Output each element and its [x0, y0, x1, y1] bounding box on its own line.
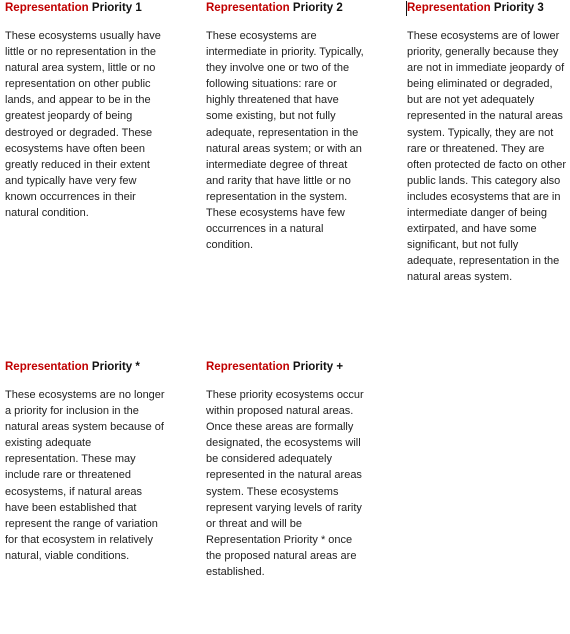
priority-plus-description: These priority ecosystems occur within proposed natural areas. Once these areas are formally designated, the ecosystems will be considered adequately represented in the natural areas system. These ecosystems represent varying levels of rarity or threat and will be Representation Priority * once the proposed natural areas are established. [206, 389, 364, 579]
priority-3-section [407, 0, 569, 286]
priority-star-section [5, 359, 167, 564]
priority-label: Priority * [91, 361, 140, 373]
priority-1-description: These ecosystems usually have little or no representation in the natural area system, little or no representation on other public lands, and appear to be in the greatest jeopardy of being destroyed or degraded. These ecosystems have often been greatly reduced in their extent and typically have very few known occurrences in their natural condition. [5, 30, 161, 220]
priority-label: Priority 3 [493, 2, 544, 14]
priority-label: Priority 1 [91, 2, 142, 14]
representation-label: Representation [5, 2, 89, 14]
priority-plus-heading [206, 359, 368, 375]
priority-star-description: These ecosystems are no longer a priority for inclusion in the natural areas system because of existing adequate representation. These may include rare or threatened ecosystems, if natural areas have been established that represent the range of variation for that ecosystem in relatively natural, viable conditions. [5, 389, 165, 562]
priority-1-heading [5, 0, 167, 16]
representation-label: Representation [407, 2, 491, 14]
priority-star-heading [5, 359, 167, 375]
priority-2-section [206, 0, 368, 253]
priority-3-heading [407, 0, 569, 16]
representation-label: Representation [206, 361, 290, 373]
priority-plus-section [206, 359, 368, 580]
priority-3-description: These ecosystems are of lower priority, generally because they are not in immediate jeopardy of being eliminated or degraded, but are not yet adequately represented in the natural areas system. Typically, they are not rare or threatened. They are often protected de facto on other public lands. This category also includes ecosystems that are in intermediate danger of being extirpated, and have some significant, but not fully adequate, representation in the natural areas system. [407, 30, 567, 284]
priority-2-description: These ecosystems are intermediate in priority. Typically, they involve one or two of the following situations: rare or highly threatened that have some existing, but not fully adequate, representation in the natural areas system; or with an intermediate degree of threat and rarity that have little or no representation in the system. These ecosystems have few occurrences in a natural condition. [206, 30, 364, 252]
priority-1-section [5, 0, 167, 221]
priority-label: Priority + [292, 361, 344, 373]
representation-label: Representation [5, 361, 89, 373]
representation-label: Representation [206, 2, 290, 14]
priority-label: Priority 2 [292, 2, 343, 14]
priority-2-heading [206, 0, 368, 16]
